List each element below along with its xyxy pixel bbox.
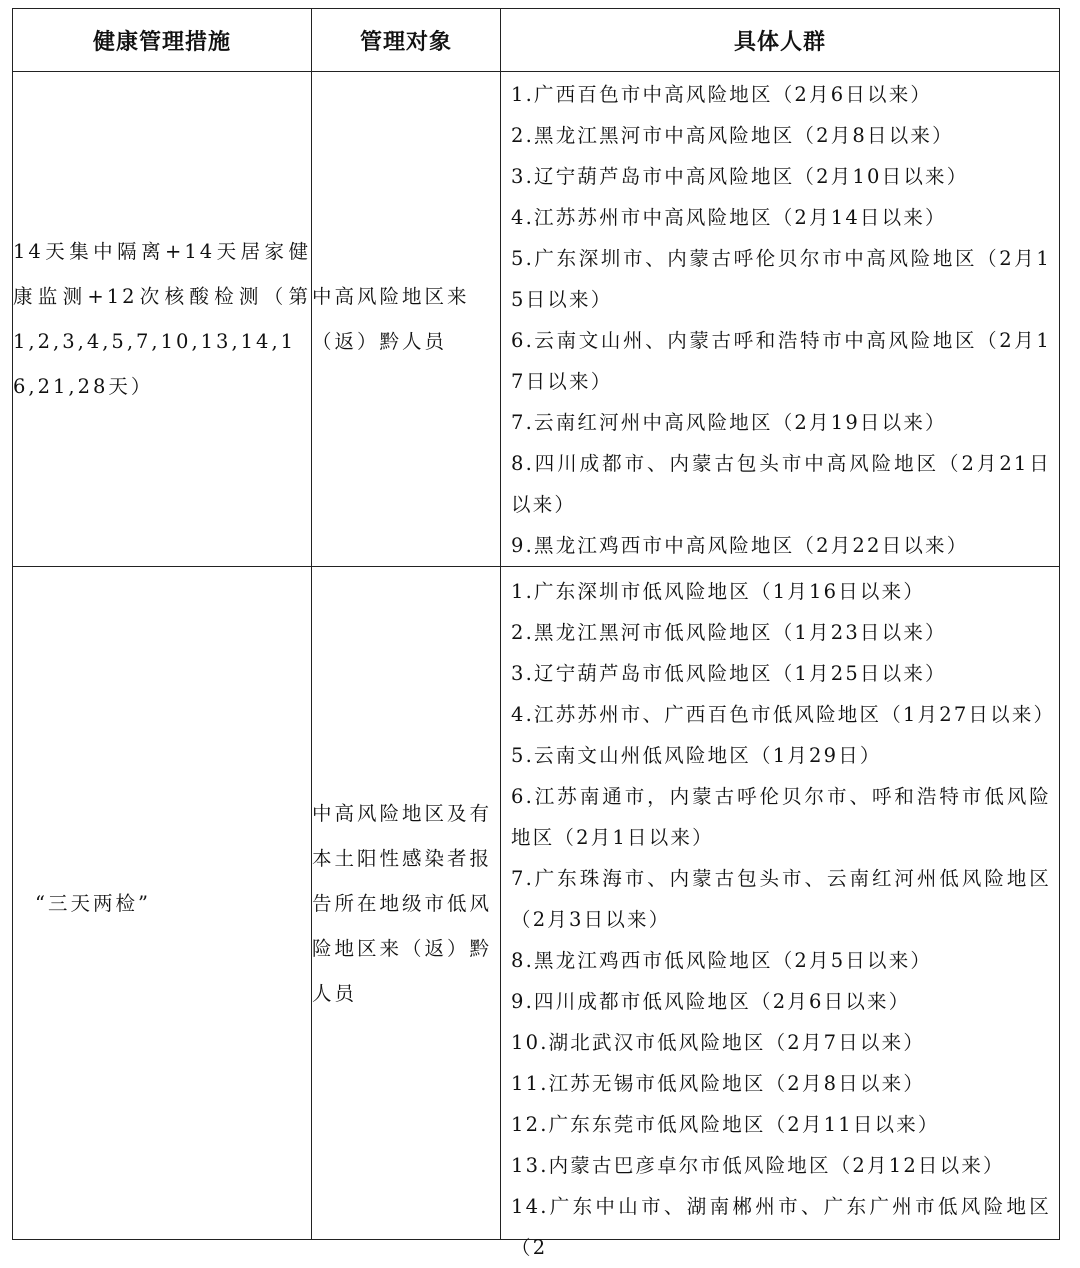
groups-cell	[501, 567, 1060, 1259]
health-management-table	[12, 8, 1060, 1259]
list-item: 7.云南红河州中高风险地区（2月19日以来）	[511, 411, 947, 434]
target-cell: 中高风险地区及有本土阳性感染者报告所在地级市低风险地区来（返）黔人员	[312, 567, 501, 1240]
list-item: 11.江苏无锡市低风险地区（2月8日以来）	[511, 1071, 926, 1095]
measure-cell: 14天集中隔离+14天居家健康监测+12次核酸检测（第1,2,3,4,5,7,10,13,14,16,21,28天）	[13, 72, 312, 567]
list-item: 9.黑龙江鸡西市中高风险地区（2月22日以来）	[511, 534, 969, 557]
list-item: 2.黑龙江黑河市低风险地区（1月23日以来）	[511, 620, 947, 644]
header-groups: 具体人群	[501, 9, 1060, 72]
measure-cell: “三天两检”	[13, 567, 312, 1240]
list-item: 4.江苏苏州市、广西百色市低风险地区（1月27日以来）	[511, 702, 1056, 726]
table-row	[13, 567, 1060, 1240]
list-item: 7.广东珠海市、内蒙古包头市、云南红河州低风险地区（2月3日以来）	[511, 866, 1051, 931]
list-item: 13.内蒙古巴彦卓尔市低风险地区（2月12日以来）	[511, 1153, 1005, 1177]
header-measure: 健康管理措施	[13, 9, 312, 72]
list-item: 9.四川成都市低风险地区（2月6日以来）	[511, 989, 911, 1013]
groups-list	[501, 569, 1059, 1268]
target-cell: 中高风险地区来（返）黔人员	[312, 72, 501, 567]
list-item: 2.黑龙江黑河市中高风险地区（2月8日以来）	[511, 124, 954, 147]
list-item: 6.云南文山州、内蒙古呼和浩特市中高风险地区（2月17日以来）	[511, 329, 1051, 393]
list-item: 1.广东深圳市低风险地区（1月16日以来）	[511, 579, 926, 603]
list-item: 3.辽宁葫芦岛市中高风险地区（2月10日以来）	[511, 165, 969, 188]
groups-list	[501, 72, 1059, 566]
groups-cell	[501, 72, 1060, 567]
header-target: 管理对象	[312, 9, 501, 72]
list-item: 5.云南文山州低风险地区（1月29日）	[511, 743, 882, 767]
list-item: 3.辽宁葫芦岛市低风险地区（1月25日以来）	[511, 661, 947, 685]
list-item: 4.江苏苏州市中高风险地区（2月14日以来）	[511, 206, 947, 229]
list-item: 1.广西百色市中高风险地区（2月6日以来）	[511, 83, 933, 106]
list-item: 5.广东深圳市、内蒙古呼伦贝尔市中高风险地区（2月15日以来）	[511, 247, 1051, 311]
list-item: 12.广东东莞市低风险地区（2月11日以来）	[511, 1112, 940, 1136]
list-item: 8.四川成都市、内蒙古包头市中高风险地区（2月21日以来）	[511, 452, 1051, 516]
list-item: 10.湖北武汉市低风险地区（2月7日以来）	[511, 1030, 926, 1054]
table-row	[13, 72, 1060, 567]
list-item: 6.江苏南通市，内蒙古呼伦贝尔市、呼和浩特市低风险地区（2月1日以来）	[511, 784, 1051, 849]
list-item: 14.广东中山市、湖南郴州市、广东广州市低风险地区（2	[511, 1194, 1051, 1259]
list-item: 8.黑龙江鸡西市低风险地区（2月5日以来）	[511, 948, 933, 972]
table-header-row	[13, 9, 1060, 72]
